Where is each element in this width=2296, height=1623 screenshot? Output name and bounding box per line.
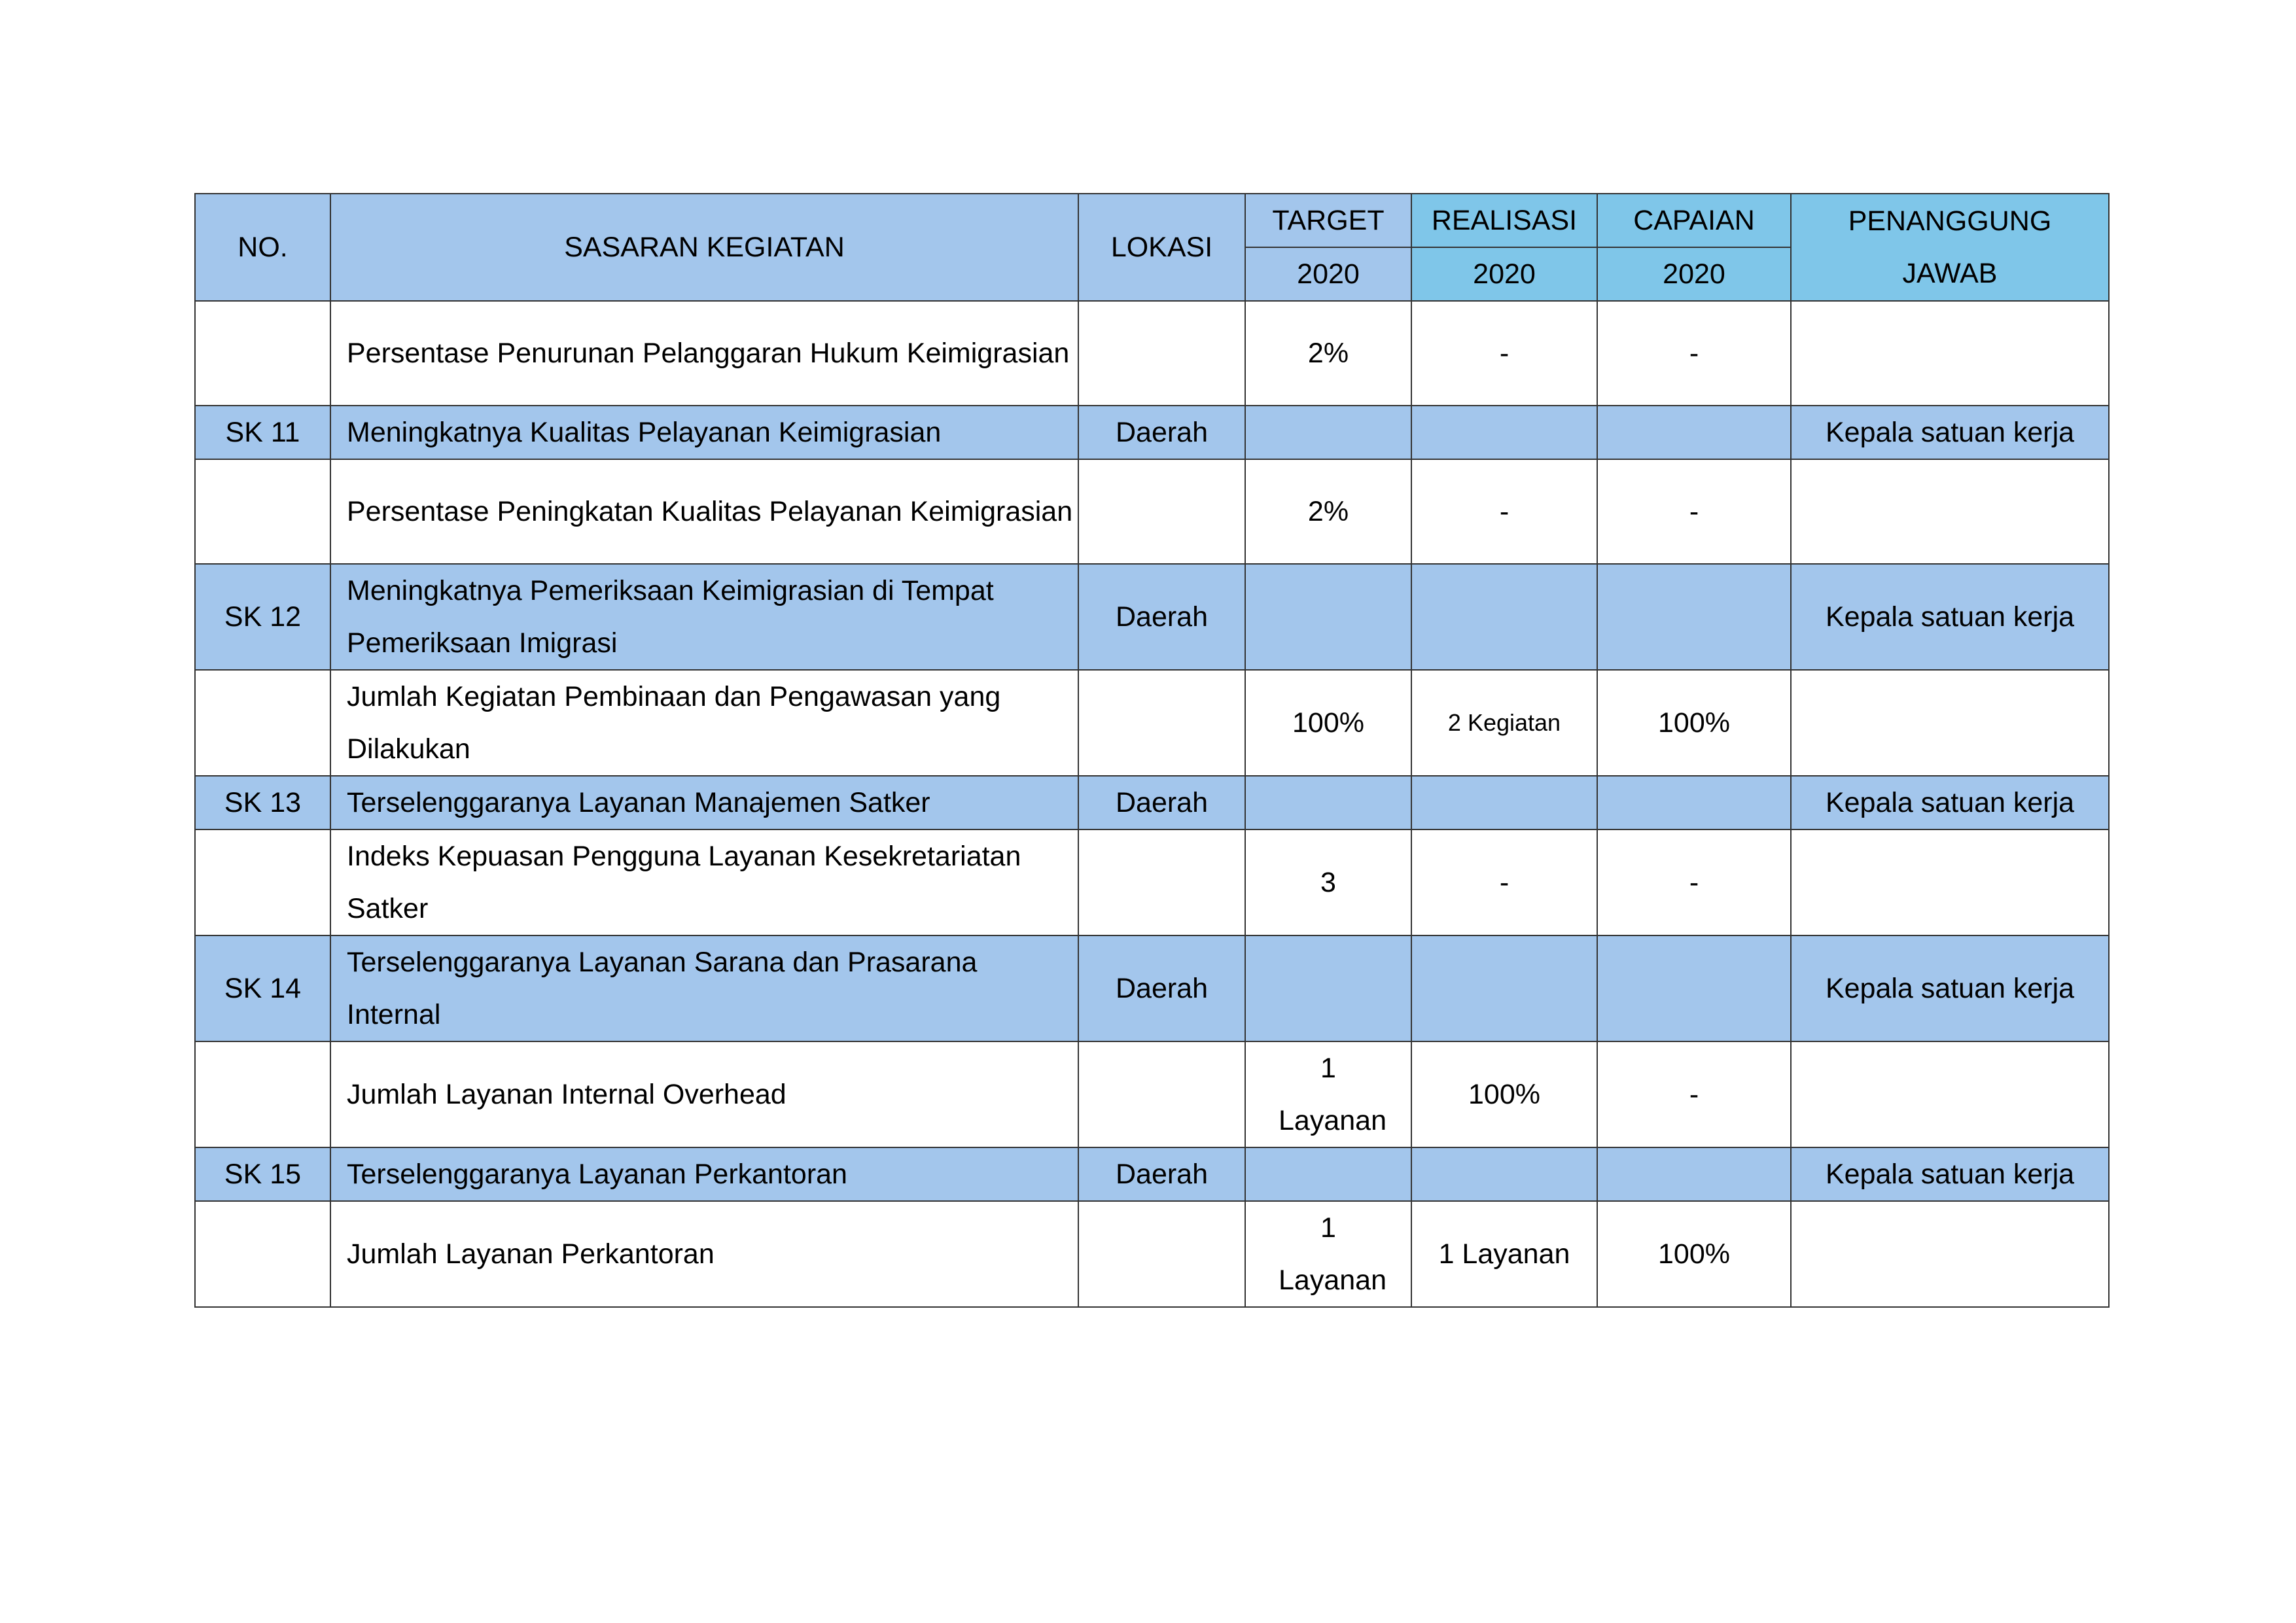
cell-no: SK 13 — [195, 776, 330, 829]
cell-realisasi: 2 Kegiatan — [1411, 670, 1597, 776]
cell-lokasi: Daerah — [1078, 776, 1245, 829]
cell-sasaran: Jumlah Layanan Perkantoran — [330, 1201, 1078, 1307]
cell-penanggung-jawab: Kepala satuan kerja — [1791, 406, 2109, 459]
cell-target: 1 Layanan — [1245, 1041, 1411, 1147]
cell-no: SK 11 — [195, 406, 330, 459]
header-penanggung-jawab: PENANGGUNG JAWAB — [1791, 194, 2109, 301]
cell-lokasi — [1078, 1201, 1245, 1307]
cell-no — [195, 301, 330, 406]
cell-capaian — [1597, 776, 1791, 829]
cell-penanggung-jawab: Kepala satuan kerja — [1791, 564, 2109, 670]
header-no: NO. — [195, 194, 330, 301]
table-row-sk — [195, 564, 2109, 670]
document-page — [194, 193, 2108, 1308]
cell-realisasi: 1 Layanan — [1411, 1201, 1597, 1307]
cell-lokasi: Daerah — [1078, 935, 1245, 1041]
cell-no — [195, 1041, 330, 1147]
cell-penanggung-jawab — [1791, 1201, 2109, 1307]
table-row-sk — [195, 935, 2109, 1041]
cell-sasaran: Terselenggaranya Layanan Sarana dan Prasarana Internal — [330, 935, 1078, 1041]
cell-target: 1 Layanan — [1245, 1201, 1411, 1307]
cell-sasaran: Indeks Kepuasan Pengguna Layanan Kesekretariatan Satker — [330, 829, 1078, 935]
header-capaian: CAPAIAN — [1597, 194, 1791, 247]
table-row — [195, 459, 2109, 564]
cell-capaian — [1597, 935, 1791, 1041]
table-row-sk — [195, 406, 2109, 459]
header-year-realisasi: 2020 — [1411, 247, 1597, 301]
cell-no — [195, 670, 330, 776]
cell-penanggung-jawab: Kepala satuan kerja — [1791, 935, 2109, 1041]
cell-sasaran: Terselenggaranya Layanan Perkantoran — [330, 1147, 1078, 1201]
cell-sasaran: Persentase Penurunan Pelanggaran Hukum Keimigrasian — [330, 301, 1078, 406]
cell-realisasi — [1411, 935, 1597, 1041]
cell-sasaran: Jumlah Kegiatan Pembinaan dan Pengawasan yang Dilakukan — [330, 670, 1078, 776]
performance-table — [194, 193, 2110, 1308]
header-year-capaian: 2020 — [1597, 247, 1791, 301]
cell-sasaran: Persentase Peningkatan Kualitas Pelayanan Keimigrasian — [330, 459, 1078, 564]
cell-penanggung-jawab — [1791, 1041, 2109, 1147]
cell-capaian: - — [1597, 1041, 1791, 1147]
cell-capaian — [1597, 406, 1791, 459]
table-row — [195, 670, 2109, 776]
cell-sasaran: Jumlah Layanan Internal Overhead — [330, 1041, 1078, 1147]
cell-lokasi — [1078, 459, 1245, 564]
header-lokasi: LOKASI — [1078, 194, 1245, 301]
cell-lokasi: Daerah — [1078, 406, 1245, 459]
cell-target — [1245, 776, 1411, 829]
cell-no: SK 15 — [195, 1147, 330, 1201]
cell-sasaran: Meningkatnya Kualitas Pelayanan Keimigrasian — [330, 406, 1078, 459]
header-sasaran: SASARAN KEGIATAN — [330, 194, 1078, 301]
table-row — [195, 301, 2109, 406]
cell-realisasi — [1411, 776, 1597, 829]
cell-no: SK 14 — [195, 935, 330, 1041]
cell-target: 2% — [1245, 459, 1411, 564]
cell-penanggung-jawab — [1791, 301, 2109, 406]
header-year-target: 2020 — [1245, 247, 1411, 301]
cell-capaian: - — [1597, 301, 1791, 406]
cell-sasaran: Terselenggaranya Layanan Manajemen Satker — [330, 776, 1078, 829]
cell-penanggung-jawab: Kepala satuan kerja — [1791, 1147, 2109, 1201]
cell-realisasi — [1411, 406, 1597, 459]
table-row — [195, 1201, 2109, 1307]
cell-capaian: 100% — [1597, 670, 1791, 776]
cell-target: 3 — [1245, 829, 1411, 935]
cell-penanggung-jawab: Kepala satuan kerja — [1791, 776, 2109, 829]
cell-capaian — [1597, 1147, 1791, 1201]
cell-capaian — [1597, 564, 1791, 670]
cell-realisasi: - — [1411, 459, 1597, 564]
header-target: TARGET — [1245, 194, 1411, 247]
cell-realisasi — [1411, 1147, 1597, 1201]
cell-target: 2% — [1245, 301, 1411, 406]
cell-sasaran: Meningkatnya Pemeriksaan Keimigrasian di Tempat Pemeriksaan Imigrasi — [330, 564, 1078, 670]
cell-target — [1245, 1147, 1411, 1201]
cell-realisasi: - — [1411, 829, 1597, 935]
table-row — [195, 1041, 2109, 1147]
cell-target: 100% — [1245, 670, 1411, 776]
cell-capaian: - — [1597, 459, 1791, 564]
cell-realisasi: 100% — [1411, 1041, 1597, 1147]
cell-lokasi — [1078, 829, 1245, 935]
cell-penanggung-jawab — [1791, 829, 2109, 935]
cell-no — [195, 829, 330, 935]
cell-no — [195, 1201, 330, 1307]
table-row — [195, 829, 2109, 935]
header-realisasi: REALISASI — [1411, 194, 1597, 247]
cell-no — [195, 459, 330, 564]
cell-target — [1245, 406, 1411, 459]
cell-realisasi — [1411, 564, 1597, 670]
cell-capaian: - — [1597, 829, 1791, 935]
cell-lokasi — [1078, 301, 1245, 406]
cell-capaian: 100% — [1597, 1201, 1791, 1307]
cell-lokasi — [1078, 670, 1245, 776]
cell-lokasi: Daerah — [1078, 564, 1245, 670]
cell-lokasi — [1078, 1041, 1245, 1147]
cell-penanggung-jawab — [1791, 670, 2109, 776]
table-row-sk — [195, 776, 2109, 829]
cell-realisasi: - — [1411, 301, 1597, 406]
cell-no: SK 12 — [195, 564, 330, 670]
cell-target — [1245, 564, 1411, 670]
cell-penanggung-jawab — [1791, 459, 2109, 564]
cell-lokasi: Daerah — [1078, 1147, 1245, 1201]
cell-target — [1245, 935, 1411, 1041]
table-row-sk — [195, 1147, 2109, 1201]
